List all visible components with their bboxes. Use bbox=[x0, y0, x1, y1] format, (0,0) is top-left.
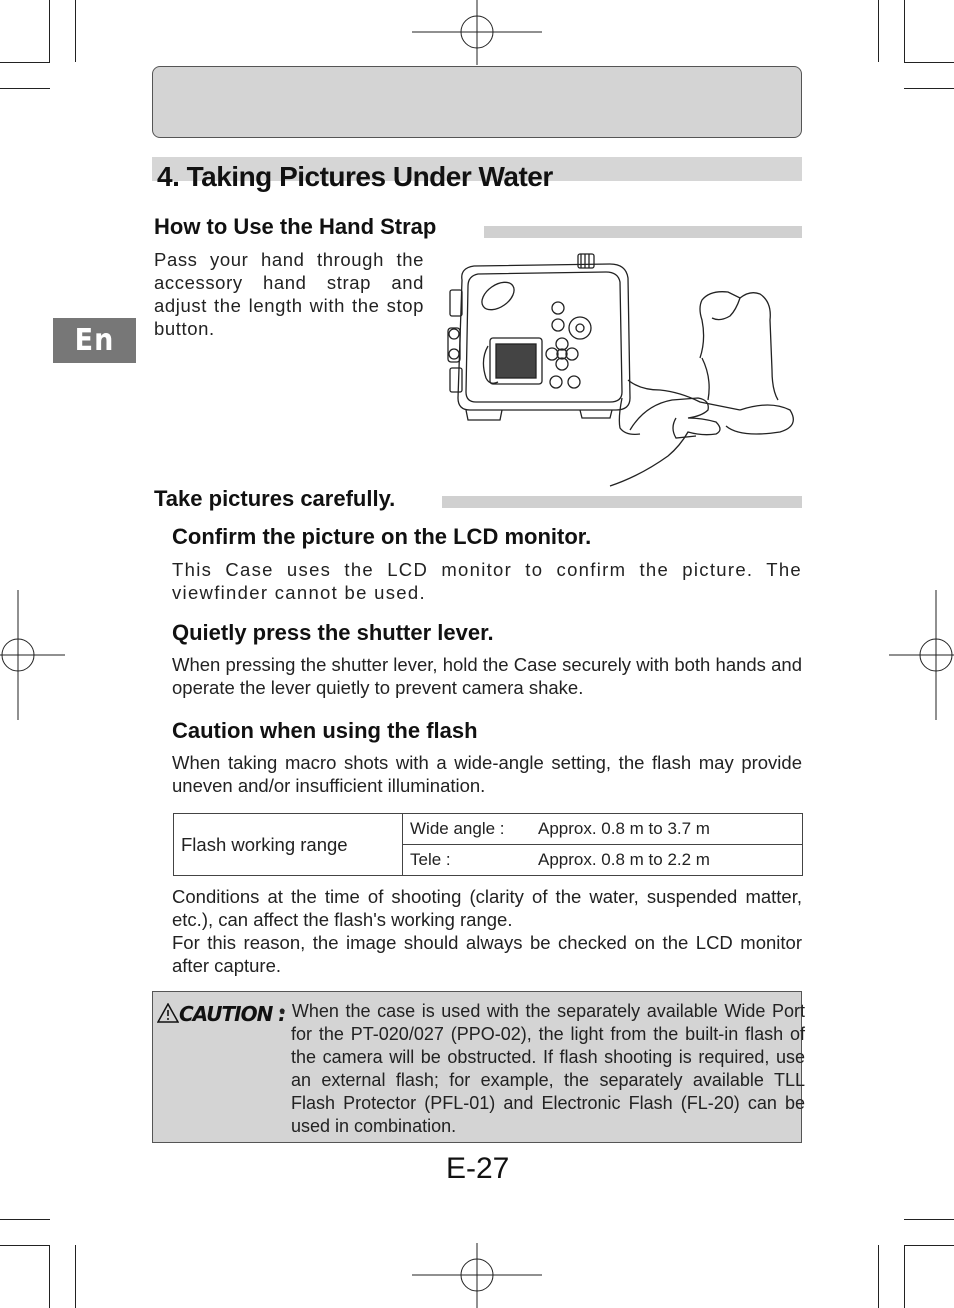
crop-mark bbox=[878, 0, 879, 62]
table-row bbox=[174, 814, 803, 845]
language-tab: En bbox=[53, 318, 136, 363]
crop-mark bbox=[49, 1245, 50, 1308]
crop-mark bbox=[904, 1219, 954, 1220]
hand-strap-text: Pass your hand through the accessory hand strap and adjust the length with the stop button. bbox=[154, 249, 424, 339]
crop-mark bbox=[0, 88, 50, 89]
page-number: E-27 bbox=[446, 1152, 510, 1185]
warning-triangle-icon bbox=[157, 1003, 179, 1023]
crop-mark bbox=[904, 62, 954, 63]
shutter-text: When pressing the shutter lever, hold the Case securely with both hands and operate the lever quietly to prevent camera shake. bbox=[172, 654, 802, 698]
camera-case-illustration bbox=[440, 250, 800, 490]
check-lcd-text: For this reason, the image should always be checked on the LCD monitor after capture. bbox=[172, 932, 802, 976]
registration-mark-icon bbox=[0, 590, 65, 720]
crop-mark bbox=[904, 88, 954, 89]
flash-caution-text: When taking macro shots with a wide-angle setting, the flash may provide uneven and/or insufficient illumination. bbox=[172, 752, 802, 796]
caution-box bbox=[152, 991, 805, 1143]
caution-text: • When the case is used with the separately available Wide Port for the PT-020/027 (PPO-02), the light from the built-in flash of the camera will be obstructed. If flash shooting is required, use an external flash; for example, the separately available TLL Flash Protector (PFL-01) and Electronic Flash (FL-20) can be used in combination. bbox=[279, 1001, 805, 1136]
heading-rule bbox=[442, 496, 802, 508]
shutter-heading: Quietly press the shutter lever. bbox=[172, 620, 494, 645]
take-pictures-heading: Take pictures carefully. bbox=[154, 486, 396, 511]
table-cell bbox=[403, 845, 803, 876]
registration-mark-icon bbox=[412, 0, 542, 65]
caution-label: CAUTION : bbox=[179, 1002, 286, 1026]
tele-label: Tele : bbox=[410, 850, 451, 869]
header-bar bbox=[152, 66, 802, 138]
lcd-confirm-text: This Case uses the LCD monitor to confirm the picture. The viewfinder cannot be used. bbox=[172, 559, 802, 603]
crop-mark bbox=[0, 1219, 50, 1220]
registration-mark-icon bbox=[889, 590, 954, 720]
tele-value: Approx. 0.8 m to 2.2 m bbox=[538, 850, 710, 869]
crop-mark bbox=[878, 1245, 879, 1308]
crop-mark bbox=[904, 1245, 905, 1308]
crop-mark bbox=[75, 0, 76, 62]
wide-angle-label: Wide angle : bbox=[410, 819, 505, 838]
conditions-text: Conditions at the time of shooting (clarity of the water, suspended matter, etc.), can affect the flash's working range. bbox=[172, 886, 802, 930]
page-title: 4. Taking Pictures Under Water bbox=[157, 161, 553, 192]
crop-mark bbox=[75, 1245, 76, 1308]
crop-mark bbox=[49, 0, 50, 62]
crop-mark bbox=[904, 1245, 954, 1246]
registration-mark-icon bbox=[412, 1243, 542, 1308]
flash-range-label: Flash working range bbox=[174, 814, 403, 876]
flash-range-table bbox=[173, 813, 803, 876]
hand-strap-heading: How to Use the Hand Strap bbox=[154, 214, 437, 239]
lcd-confirm-heading: Confirm the picture on the LCD monitor. bbox=[172, 524, 592, 549]
crop-mark bbox=[0, 1245, 50, 1246]
table-cell bbox=[403, 814, 803, 845]
wide-angle-value: Approx. 0.8 m to 3.7 m bbox=[538, 819, 710, 838]
heading-rule bbox=[484, 226, 802, 238]
flash-caution-heading: Caution when using the flash bbox=[172, 718, 478, 743]
crop-mark bbox=[0, 62, 50, 63]
crop-mark bbox=[904, 0, 905, 62]
